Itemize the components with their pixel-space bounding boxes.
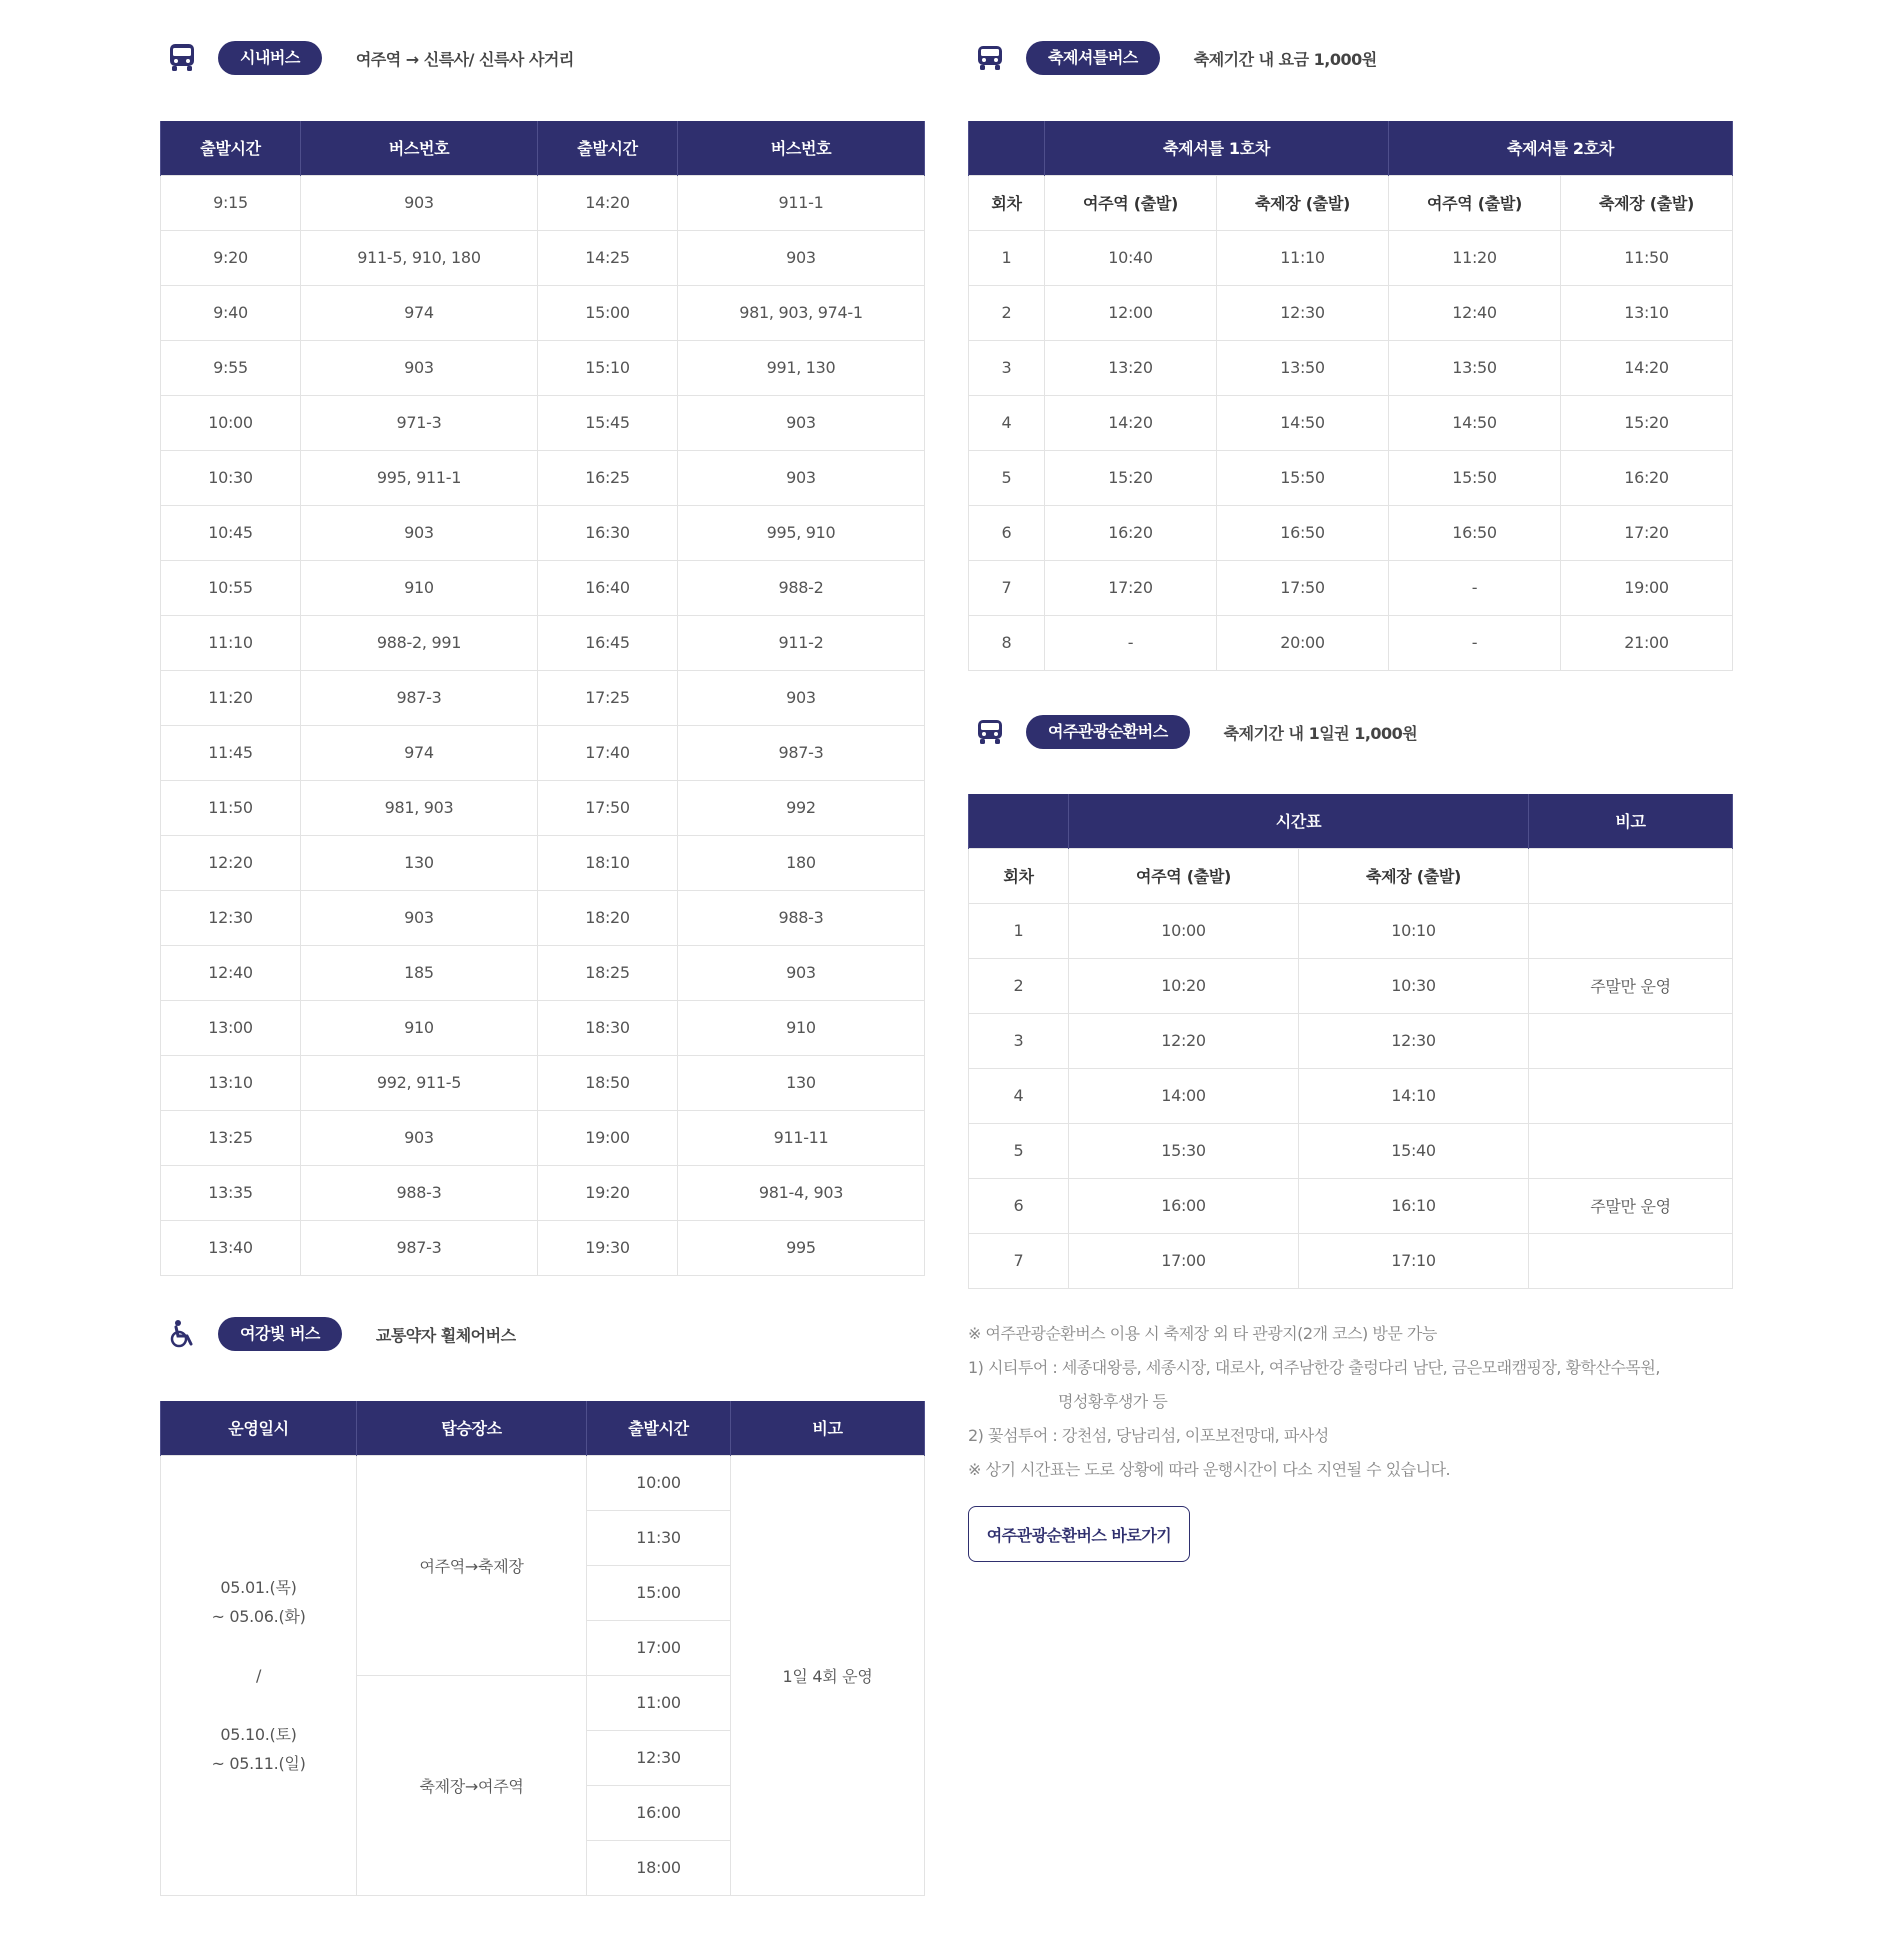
table-cell: 1	[969, 230, 1045, 285]
table-cell: 11:45	[161, 725, 301, 780]
table-cell: 903	[678, 945, 925, 1000]
table-cell: 910	[301, 560, 538, 615]
table-row	[161, 285, 925, 340]
table-row	[161, 395, 925, 450]
table-cell: 988-3	[301, 1165, 538, 1220]
table-row	[161, 1000, 925, 1055]
table-cell: 19:20	[538, 1165, 678, 1220]
table-cell: 995	[678, 1220, 925, 1275]
table-cell: 10:20	[1069, 958, 1299, 1013]
table-cell: 4	[969, 1068, 1069, 1123]
table-cell	[1529, 1123, 1733, 1178]
table-cell: 185	[301, 945, 538, 1000]
table-cell: 10:40	[1045, 230, 1217, 285]
sub-header: 축제장 (출발)	[1299, 848, 1529, 903]
table-cell: 14:25	[538, 230, 678, 285]
shuttle-header	[974, 38, 1377, 78]
table-cell: 12:20	[161, 835, 301, 890]
table-cell: 주말만 운영	[1529, 1178, 1733, 1233]
col-header: 축제셔틀 1호차	[1045, 121, 1389, 175]
table-cell	[1529, 1233, 1733, 1288]
tour-bus-tag: 여주관광순환버스	[1026, 715, 1190, 749]
table-cell: 11:10	[161, 615, 301, 670]
col-header: 비고	[1529, 794, 1733, 848]
table-cell: 6	[969, 505, 1045, 560]
table-row	[161, 450, 925, 505]
date-line: ~ 05.06.(화)	[211, 1606, 306, 1626]
table-cell: 13:35	[161, 1165, 301, 1220]
table-cell: 17:50	[1217, 560, 1389, 615]
table-cell: 7	[969, 560, 1045, 615]
table-cell: 19:00	[1561, 560, 1733, 615]
table-cell: 6	[969, 1178, 1069, 1233]
table-cell: 13:10	[161, 1055, 301, 1110]
remark-cell: 1일 4회 운영	[731, 1455, 925, 1895]
sub-header: 회차	[969, 175, 1045, 230]
bus-icon	[974, 42, 1006, 74]
table-cell: 11:50	[161, 780, 301, 835]
accessible-bus-header	[166, 1314, 516, 1354]
table-cell: 17:50	[538, 780, 678, 835]
note-line: 2) 꽃섬투어 : 강천섬, 당남리섬, 이포보전망대, 파사성	[968, 1426, 1329, 1445]
table-cell: 903	[301, 505, 538, 560]
table-cell: 13:50	[1389, 340, 1561, 395]
table-cell: 9:55	[161, 340, 301, 395]
table-cell: 7	[969, 1233, 1069, 1288]
table-row	[969, 615, 1733, 670]
table-cell: 3	[969, 1013, 1069, 1068]
table-cell: 130	[301, 835, 538, 890]
table-cell: 992	[678, 780, 925, 835]
table-cell: 974	[301, 725, 538, 780]
table-cell: 1	[969, 903, 1069, 958]
col-header: 비고	[731, 1401, 925, 1455]
table-cell: 15:20	[1045, 450, 1217, 505]
table-row	[161, 615, 925, 670]
table-cell: 13:20	[1045, 340, 1217, 395]
table-cell: 903	[678, 670, 925, 725]
table-cell: 13:00	[161, 1000, 301, 1055]
departure-time: 11:30	[587, 1510, 731, 1565]
table-cell: 16:30	[538, 505, 678, 560]
table-row	[969, 395, 1733, 450]
table-cell: 11:20	[1389, 230, 1561, 285]
table-cell: 992, 911-5	[301, 1055, 538, 1110]
col-header	[969, 794, 1069, 848]
table-row	[969, 1013, 1733, 1068]
table-cell: 16:50	[1389, 505, 1561, 560]
table-cell: 981, 903, 974-1	[678, 285, 925, 340]
table-cell: -	[1045, 615, 1217, 670]
tour-bus-notes	[968, 1317, 1708, 1487]
table-cell	[1529, 1068, 1733, 1123]
table-cell: 10:30	[1299, 958, 1529, 1013]
date-line: 05.01.(목)	[220, 1577, 297, 1597]
table-cell: 19:30	[538, 1220, 678, 1275]
table-cell: 130	[678, 1055, 925, 1110]
table-cell: 911-5, 910, 180	[301, 230, 538, 285]
table-cell: 17:00	[1069, 1233, 1299, 1288]
table-row	[969, 958, 1733, 1013]
table-row	[969, 285, 1733, 340]
table-row	[969, 340, 1733, 395]
accessible-bus-tag: 여강빛 버스	[218, 1317, 342, 1351]
table-cell: -	[1389, 560, 1561, 615]
table-cell: 12:00	[1045, 285, 1217, 340]
table-row	[161, 725, 925, 780]
table-subheader-row	[969, 848, 1733, 903]
table-cell	[1529, 903, 1733, 958]
table-row	[161, 1110, 925, 1165]
col-header: 출발시간	[587, 1401, 731, 1455]
table-cell: 995, 910	[678, 505, 925, 560]
table-cell: 14:00	[1069, 1068, 1299, 1123]
table-cell: 17:40	[538, 725, 678, 780]
table-subheader-row	[969, 175, 1733, 230]
table-cell: 15:00	[538, 285, 678, 340]
table-row	[969, 1123, 1733, 1178]
table-cell: 15:50	[1389, 450, 1561, 505]
table-cell: 17:10	[1299, 1233, 1529, 1288]
table-cell: 981, 903	[301, 780, 538, 835]
table-row	[969, 1068, 1733, 1123]
sub-header: 여주역 (출발)	[1389, 175, 1561, 230]
note-line: 1) 시티투어 : 세종대왕릉, 세종시장, 대로사, 여주남한강 출렁다리 남단, 금은모래캠핑장, 황학산수목원,	[968, 1358, 1660, 1377]
table-cell: 974	[301, 285, 538, 340]
table-cell: 15:50	[1217, 450, 1389, 505]
table-cell: 16:20	[1045, 505, 1217, 560]
table-row	[969, 560, 1733, 615]
table-cell: 987-3	[301, 670, 538, 725]
table-cell: 180	[678, 835, 925, 890]
table-row	[161, 890, 925, 945]
table-cell: 2	[969, 285, 1045, 340]
table-cell: 9:20	[161, 230, 301, 285]
table-cell: 11:20	[161, 670, 301, 725]
col-header: 출발시간	[538, 121, 678, 175]
table-cell: 17:20	[1561, 505, 1733, 560]
date-line: ~ 05.11.(일)	[211, 1753, 306, 1773]
table-cell: 13:10	[1561, 285, 1733, 340]
departure-time: 17:00	[587, 1620, 731, 1675]
table-cell: 995, 911-1	[301, 450, 538, 505]
table-cell: 12:20	[1069, 1013, 1299, 1068]
table-cell: 16:00	[1069, 1178, 1299, 1233]
city-bus-header	[166, 38, 574, 78]
table-row	[161, 560, 925, 615]
table-cell: 19:00	[538, 1110, 678, 1165]
col-header: 축제셔틀 2호차	[1389, 121, 1733, 175]
table-cell: 903	[301, 890, 538, 945]
table-cell: 14:20	[1561, 340, 1733, 395]
tour-bus-desc: 축제기간 내 1일권 1,000원	[1223, 723, 1418, 743]
table-cell: 987-3	[301, 1220, 538, 1275]
table-cell: 20:00	[1217, 615, 1389, 670]
table-cell: 17:20	[1045, 560, 1217, 615]
table-cell: 10:00	[161, 395, 301, 450]
table-cell: 903	[301, 175, 538, 230]
col-header: 탑승장소	[357, 1401, 587, 1455]
accessible-bus-table	[160, 1401, 925, 1896]
table-cell: 12:40	[161, 945, 301, 1000]
table-cell: 10:10	[1299, 903, 1529, 958]
col-header: 출발시간	[161, 121, 301, 175]
table-row	[969, 1178, 1733, 1233]
table-cell: 9:15	[161, 175, 301, 230]
table-cell: 14:20	[1045, 395, 1217, 450]
boarding-place: 축제장→여주역	[357, 1675, 587, 1895]
table-row	[969, 903, 1733, 958]
col-header: 운영일시	[161, 1401, 357, 1455]
departure-time: 16:00	[587, 1785, 731, 1840]
shuttle-desc: 축제기간 내 요금 1,000원	[1193, 49, 1377, 69]
table-cell: 15:40	[1299, 1123, 1529, 1178]
table-row	[969, 505, 1733, 560]
table-cell: 16:25	[538, 450, 678, 505]
table-cell: 903	[301, 1110, 538, 1165]
wheelchair-icon	[166, 1318, 198, 1350]
table-cell: 16:10	[1299, 1178, 1529, 1233]
table-row	[969, 450, 1733, 505]
table-row	[161, 340, 925, 395]
table-row	[161, 945, 925, 1000]
table-cell: 16:45	[538, 615, 678, 670]
table-cell: 16:20	[1561, 450, 1733, 505]
table-cell: 988-3	[678, 890, 925, 945]
table-cell: 16:50	[1217, 505, 1389, 560]
departure-time: 11:00	[587, 1675, 731, 1730]
table-row	[161, 1165, 925, 1220]
table-cell: 987-3	[678, 725, 925, 780]
col-header: 버스번호	[301, 121, 538, 175]
note-line: ※ 여주관광순환버스 이용 시 축제장 외 타 관광지(2개 코스) 방문 가능	[968, 1324, 1437, 1343]
table-cell: 12:30	[1299, 1013, 1529, 1068]
table-cell: 18:10	[538, 835, 678, 890]
table-row	[161, 175, 925, 230]
table-row	[969, 1233, 1733, 1288]
table-row	[969, 230, 1733, 285]
table-row	[161, 780, 925, 835]
date-line: 05.10.(토)	[220, 1724, 297, 1744]
table-cell: 10:55	[161, 560, 301, 615]
table-cell: 910	[301, 1000, 538, 1055]
table-cell: 16:40	[538, 560, 678, 615]
table-cell: 18:20	[538, 890, 678, 945]
table-cell: 903	[678, 230, 925, 285]
table-cell: 971-3	[301, 395, 538, 450]
table-cell: 11:50	[1561, 230, 1733, 285]
table-cell: 3	[969, 340, 1045, 395]
table-row	[161, 835, 925, 890]
table-cell: 2	[969, 958, 1069, 1013]
accessible-bus-desc: 교통약자 휠체어버스	[375, 1325, 516, 1345]
city-bus-tag: 시내버스	[218, 41, 322, 75]
table-cell: 13:40	[161, 1220, 301, 1275]
table-cell: 15:45	[538, 395, 678, 450]
table-cell: -	[1389, 615, 1561, 670]
table-cell: 10:00	[1069, 903, 1299, 958]
table-cell: 15:20	[1561, 395, 1733, 450]
table-cell: 주말만 운영	[1529, 958, 1733, 1013]
note-line: 명성황후생가 등	[1058, 1392, 1168, 1411]
shuttle-table	[968, 121, 1733, 671]
table-cell: 988-2	[678, 560, 925, 615]
sub-header	[1529, 848, 1733, 903]
table-cell: 10:30	[161, 450, 301, 505]
table-row	[161, 670, 925, 725]
boarding-place: 여주역→축제장	[357, 1455, 587, 1675]
departure-time: 18:00	[587, 1840, 731, 1895]
table-cell: 12:30	[161, 890, 301, 945]
table-cell: 911-2	[678, 615, 925, 670]
departure-time: 12:30	[587, 1730, 731, 1785]
col-header: 버스번호	[678, 121, 925, 175]
table-row	[161, 505, 925, 560]
departure-time: 10:00	[587, 1455, 731, 1510]
table-cell: 15:10	[538, 340, 678, 395]
table-cell: 910	[678, 1000, 925, 1055]
table-cell: 11:10	[1217, 230, 1389, 285]
table-cell: 9:40	[161, 285, 301, 340]
bus-icon	[974, 716, 1006, 748]
table-row	[161, 230, 925, 285]
sub-header: 회차	[969, 848, 1069, 903]
table-cell: 14:20	[538, 175, 678, 230]
tour-bus-header	[974, 712, 1417, 752]
sub-header: 축제장 (출발)	[1217, 175, 1389, 230]
table-cell: 14:10	[1299, 1068, 1529, 1123]
table-cell: 5	[969, 1123, 1069, 1178]
note-line: ※ 상기 시간표는 도로 상황에 따라 운행시간이 다소 지연될 수 있습니다.	[968, 1460, 1451, 1479]
table-cell: 15:30	[1069, 1123, 1299, 1178]
table-cell: 991, 130	[678, 340, 925, 395]
table-cell: 17:25	[538, 670, 678, 725]
col-header: 시간표	[1069, 794, 1529, 848]
departure-time: 15:00	[587, 1565, 731, 1620]
sub-header: 축제장 (출발)	[1561, 175, 1733, 230]
table-cell: 18:50	[538, 1055, 678, 1110]
table-cell: 10:45	[161, 505, 301, 560]
table-cell: 911-1	[678, 175, 925, 230]
table-cell: 911-11	[678, 1110, 925, 1165]
table-row	[161, 1455, 925, 1510]
table-row	[161, 1055, 925, 1110]
tour-bus-table	[968, 794, 1733, 1289]
table-cell: 903	[301, 340, 538, 395]
table-cell: 903	[678, 395, 925, 450]
operating-dates-cell	[161, 1455, 357, 1895]
shuttle-tag: 축제셔틀버스	[1026, 41, 1160, 75]
city-bus-route: 여주역 → 신륵사/ 신륵사 사거리	[355, 49, 574, 69]
table-cell: 903	[678, 450, 925, 505]
bus-icon	[166, 42, 198, 74]
table-cell: 18:25	[538, 945, 678, 1000]
col-header	[969, 121, 1045, 175]
sub-header: 여주역 (출발)	[1045, 175, 1217, 230]
table-cell	[1529, 1013, 1733, 1068]
table-cell: 8	[969, 615, 1045, 670]
table-cell: 18:30	[538, 1000, 678, 1055]
table-cell: 4	[969, 395, 1045, 450]
date-line: /	[255, 1665, 262, 1685]
table-cell: 13:25	[161, 1110, 301, 1165]
sub-header: 여주역 (출발)	[1069, 848, 1299, 903]
city-bus-table	[160, 121, 925, 1276]
table-cell: 988-2, 991	[301, 615, 538, 670]
table-cell: 21:00	[1561, 615, 1733, 670]
table-cell: 12:30	[1217, 285, 1389, 340]
table-row	[161, 1220, 925, 1275]
table-cell: 5	[969, 450, 1045, 505]
table-cell: 13:50	[1217, 340, 1389, 395]
table-cell: 14:50	[1389, 395, 1561, 450]
table-cell: 981-4, 903	[678, 1165, 925, 1220]
table-cell: 14:50	[1217, 395, 1389, 450]
table-cell: 12:40	[1389, 285, 1561, 340]
tour-bus-link-button[interactable]: 여주관광순환버스 바로가기	[968, 1506, 1190, 1562]
